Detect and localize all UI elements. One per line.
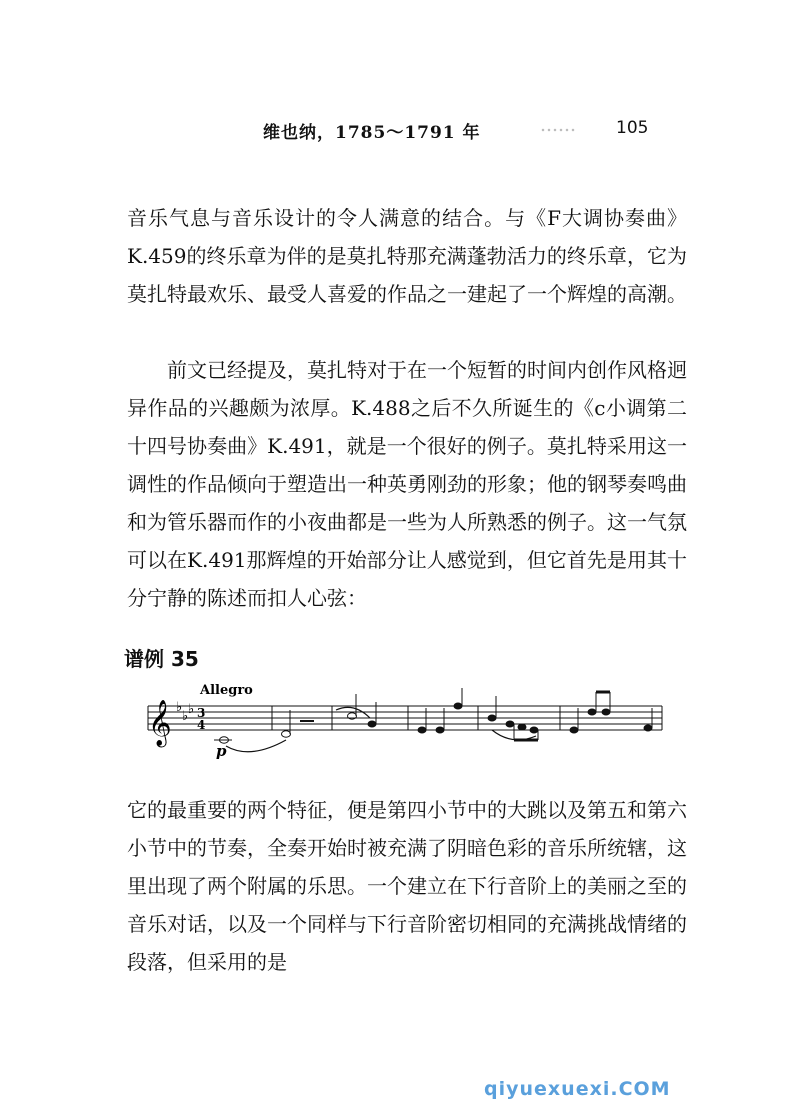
dynamic-marking: p (216, 742, 227, 760)
music-example-label: 谱例 35 (124, 647, 199, 671)
tempo-marking: Allegro (200, 683, 253, 698)
svg-text:3: 3 (197, 706, 206, 720)
watermark: qiyuexuexi.COM (484, 1078, 671, 1100)
treble-clef: 𝄞 (148, 700, 172, 746)
running-head (0, 118, 794, 148)
staff (148, 706, 662, 730)
svg-text:♭: ♭ (176, 700, 183, 715)
paragraph-2: 前文已经提及，莫扎特对于在一个短暂的时间内创作风格迥异作品的兴趣颇为浓厚。K.488之后不久所诞生的《c小调第二十四号协奏曲》K.491，就是一个很好的例子。莫扎特采用这一调性的作品倾向于塑造出一种英勇刚劲的形象；他的钢琴奏鸣曲和为管乐器而作的小夜曲都是一些为人所熟悉的例子。这一气氛可以在K.491那辉煌的开始部分让人感觉到，但它首先是用其十分宁静的陈述而扣人心弦： (127, 358, 687, 610)
paragraph-3: 它的最重要的两个特征，便是第四小节中的大跳以及第五和第六小节中的节奏，全奏开始时被充满了阴暗色彩的音乐所统辖，这里出现了两个附属的乐思。一个建立在下行音阶上的美丽之至的音乐对话，以及一个同样与下行音阶密切相同的充满挑战情绪的段落，但采用的是 (127, 798, 687, 974)
running-title: 维也纳，1785～1791 年 (263, 123, 481, 143)
page-number: 105 (616, 118, 649, 138)
paragraph-1: 音乐气息与音乐设计的令人满意的结合。与《F大调协奏曲》K.459的终乐章为伴的是莫扎特那充满蓬勃活力的终乐章，它为莫扎特最欢乐、最受人喜爱的作品之一建起了一个辉煌的高潮。 (127, 206, 687, 306)
time-signature (197, 706, 205, 732)
music-excerpt (140, 680, 670, 760)
svg-text:♭: ♭ (182, 709, 189, 724)
key-signature (176, 700, 194, 724)
svg-text:♭: ♭ (188, 702, 195, 717)
svg-text:4: 4 (197, 718, 206, 732)
notes (214, 688, 652, 743)
scan-speck (540, 128, 576, 132)
